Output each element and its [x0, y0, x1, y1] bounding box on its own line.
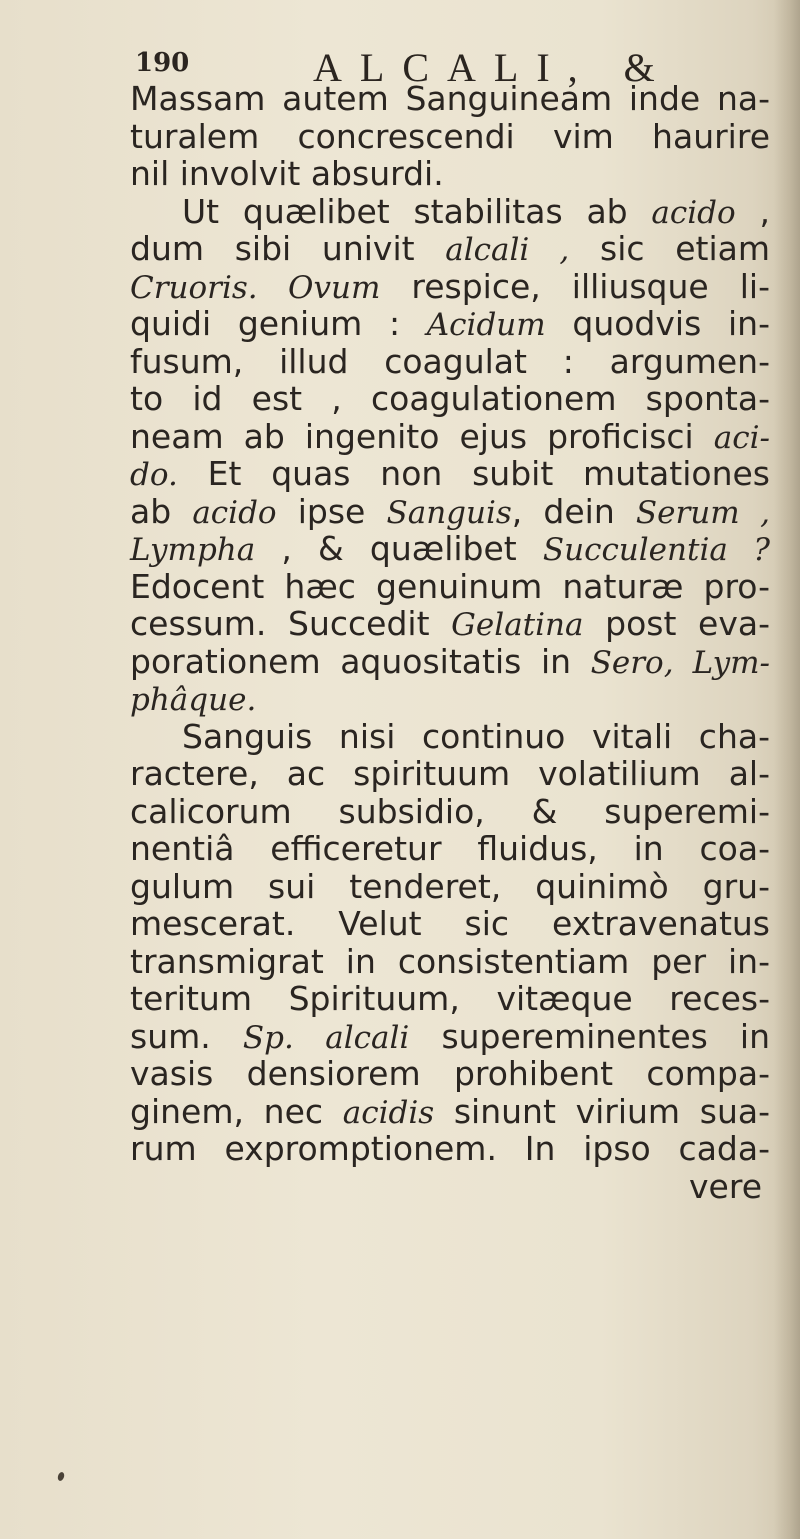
page-header	[135, 44, 735, 90]
text-line	[130, 80, 770, 118]
text-segment: Edocent hæc genuinum naturæ pro-	[130, 566, 770, 606]
text-line	[130, 755, 770, 793]
italic-text: Sanguis	[386, 494, 512, 531]
text-line	[130, 905, 770, 943]
text-line	[130, 530, 770, 568]
text-line	[130, 1018, 770, 1056]
text-line	[130, 830, 770, 868]
text-segment: Et quas non subit mutationes	[177, 454, 770, 493]
text-line	[130, 305, 770, 343]
text-segment: turalem concrescendi vim haurire	[130, 116, 770, 156]
text-segment: vere	[689, 1166, 762, 1206]
ink-fleck	[57, 1471, 66, 1482]
text-line	[130, 193, 770, 231]
text-segment: nentiâ efficeretur fluidus, in coa-	[130, 829, 770, 868]
body-text	[130, 80, 770, 1205]
italic-text: aci-	[713, 419, 770, 456]
text-line	[130, 868, 770, 906]
text-segment: vasis densiorem prohibent compa-	[130, 1054, 770, 1093]
italic-text: acido	[651, 194, 736, 231]
text-line	[130, 455, 770, 493]
running-head: ALCALI, &	[313, 45, 673, 90]
text-line	[130, 980, 770, 1018]
text-segment: porationem aquositatis in	[130, 641, 591, 681]
text-segment: Ut quælibet stabilitas ab	[182, 191, 652, 231]
text-line	[130, 793, 770, 831]
italic-text: acidis	[342, 1094, 435, 1131]
text-segment: cessum. Succedit	[130, 604, 452, 643]
italic-text: Acidum	[426, 307, 546, 343]
italic-text: Gelatina	[451, 607, 584, 643]
text-line	[130, 568, 770, 606]
text-segment: ipse	[276, 491, 387, 531]
text-segment: sum.	[130, 1016, 243, 1056]
italic-text: Sero, Lym-	[590, 644, 770, 681]
italic-text: Sp. alcali	[242, 1019, 410, 1056]
text-segment: sic etiam	[569, 229, 771, 268]
italic-text: Lympha	[130, 532, 256, 568]
text-segment: ractere, ac spirituum volatilium al-	[130, 754, 770, 793]
text-segment: gulum sui tenderet, quinimò gru-	[130, 866, 770, 906]
text-segment: rum expromptionem. In ipso cada-	[130, 1129, 770, 1168]
text-segment: fusum, illud coagulat : argumen-	[130, 341, 770, 381]
italic-text: Serum ,	[635, 494, 770, 531]
text-segment: transmigrat in consistentiam per in-	[130, 941, 770, 981]
italic-text: phâque.	[130, 682, 257, 718]
text-line	[130, 1130, 770, 1168]
page-number: 190	[135, 48, 190, 78]
text-segment: mescerat. Velut sic extravenatus	[130, 904, 770, 943]
text-segment: ginem, nec	[130, 1091, 343, 1131]
text-line	[130, 268, 770, 306]
italic-text: Cruoris. Ovum	[130, 269, 381, 306]
italic-text: do.	[130, 457, 178, 493]
text-line	[130, 643, 770, 681]
text-line	[130, 230, 770, 268]
italic-text: acido	[192, 494, 277, 531]
text-line	[130, 1093, 770, 1131]
page-edge-shadow	[774, 0, 800, 1539]
text-line	[130, 418, 770, 456]
text-segment: Sanguis nisi continuo vitali cha-	[182, 716, 770, 756]
text-segment: nil involvit absurdi.	[130, 154, 444, 193]
italic-text: alcali ,	[445, 232, 570, 268]
text-segment: Massam autem Sanguineam inde na-	[130, 79, 770, 118]
text-line	[130, 1168, 770, 1206]
text-line	[130, 718, 770, 756]
text-segment: teritum Spirituum, vitæque reces-	[130, 979, 770, 1018]
text-segment: quidi genium :	[130, 304, 427, 343]
text-line	[130, 1055, 770, 1093]
text-line	[130, 380, 770, 418]
text-segment: sinunt virium sua-	[434, 1091, 771, 1131]
text-segment: , & quælibet	[255, 529, 543, 568]
text-segment: quodvis in-	[545, 304, 770, 343]
text-segment: ab	[130, 491, 193, 531]
text-segment: respice, illiusque li-	[380, 266, 770, 306]
text-line	[130, 943, 770, 981]
text-segment: post eva-	[583, 604, 770, 643]
text-line	[130, 155, 770, 193]
italic-text: Succulentia ?	[542, 532, 770, 568]
text-segment: dum sibi univit	[130, 229, 446, 268]
text-segment: neam ab ingenito ejus proficisci	[130, 416, 714, 456]
text-line	[130, 493, 770, 531]
text-line	[130, 605, 770, 643]
text-segment: , dein	[511, 491, 636, 531]
text-line	[130, 118, 770, 156]
text-segment: calicorum subsidio, & superemi-	[130, 791, 770, 831]
text-line	[130, 343, 770, 381]
text-line	[130, 680, 770, 718]
text-segment: ,	[735, 191, 770, 231]
text-segment: supereminentes in	[409, 1016, 771, 1056]
text-segment: to id est , coagulationem sponta-	[130, 379, 770, 418]
